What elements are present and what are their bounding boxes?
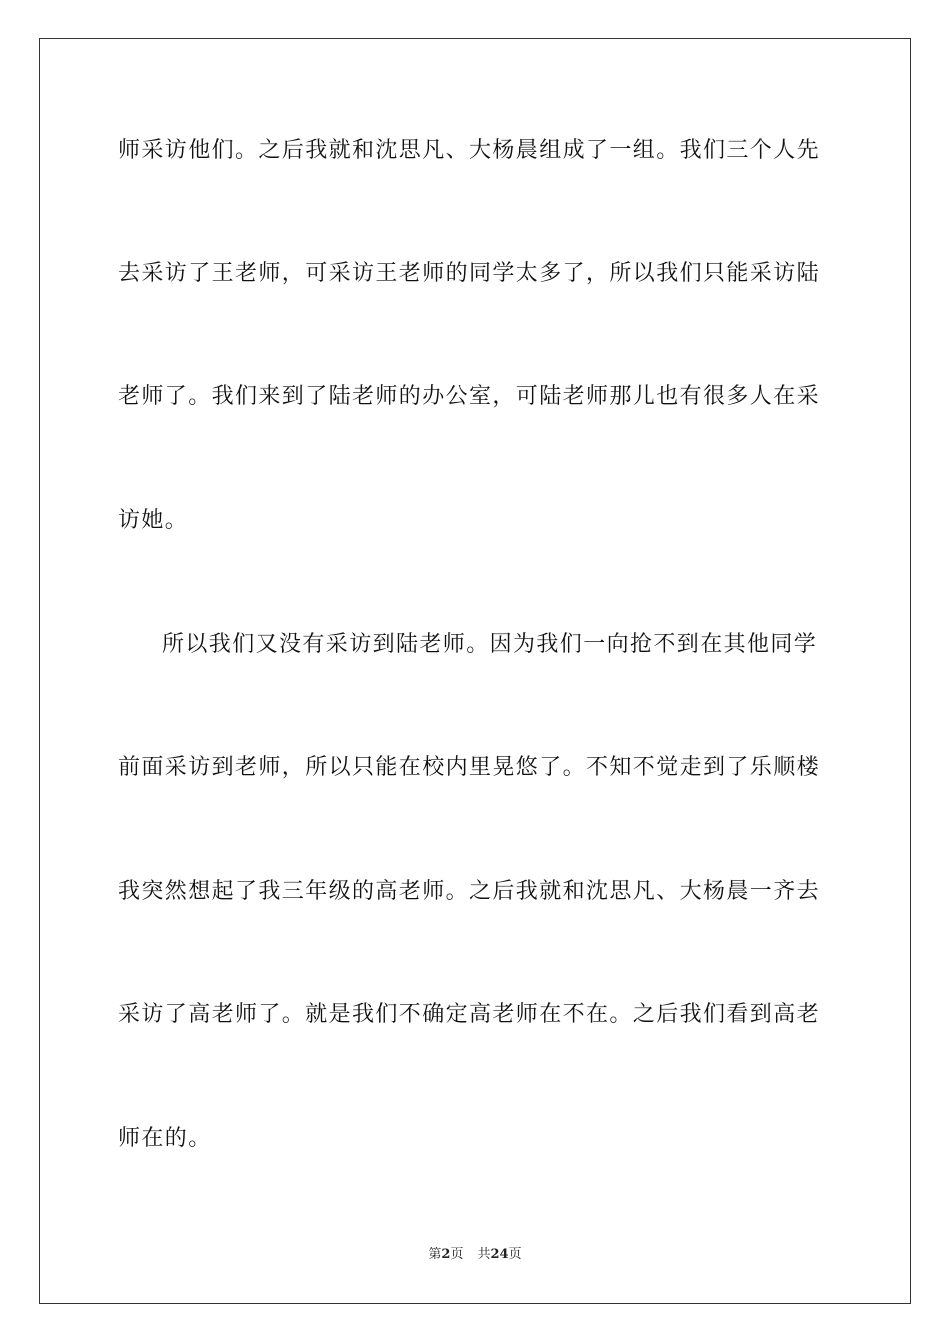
total-suffix: 页 bbox=[508, 1247, 522, 1262]
body-text-line: 师采访他们。之后我就和沈思凡、大杨晨组成了一组。我们三个人先 bbox=[118, 138, 821, 163]
body-text-line: 去采访了王老师，可采访王老师的同学太多了，所以我们只能采访陆 bbox=[118, 261, 821, 286]
paragraph-first-line: 所以我们又没有采访到陆老师。因为我们一向抢不到在其他同学 bbox=[162, 632, 818, 657]
total-prefix: 共 bbox=[477, 1247, 491, 1262]
page-footer bbox=[0, 1246, 950, 1264]
total-pages: 24 bbox=[490, 1247, 509, 1262]
page-prefix: 第 bbox=[428, 1247, 442, 1262]
body-text-line: 访她。 bbox=[118, 508, 189, 533]
page-suffix: 页 bbox=[450, 1247, 464, 1262]
page-frame bbox=[39, 38, 911, 1304]
body-text-line: 师在的。 bbox=[118, 1126, 212, 1151]
body-text-line: 前面采访到老师，所以只能在校内里晃悠了。不知不觉走到了乐顺楼 bbox=[118, 755, 821, 780]
body-text-line: 我突然想起了我三年级的高老师。之后我就和沈思凡、大杨晨一齐去 bbox=[118, 879, 821, 904]
body-text-line: 采访了高老师了。就是我们不确定高老师在不在。之后我们看到高老 bbox=[118, 1002, 821, 1027]
body-text-line: 老师了。我们来到了陆老师的办公室，可陆老师那儿也有很多人在采 bbox=[118, 384, 821, 409]
page-number: 2 bbox=[441, 1247, 451, 1262]
